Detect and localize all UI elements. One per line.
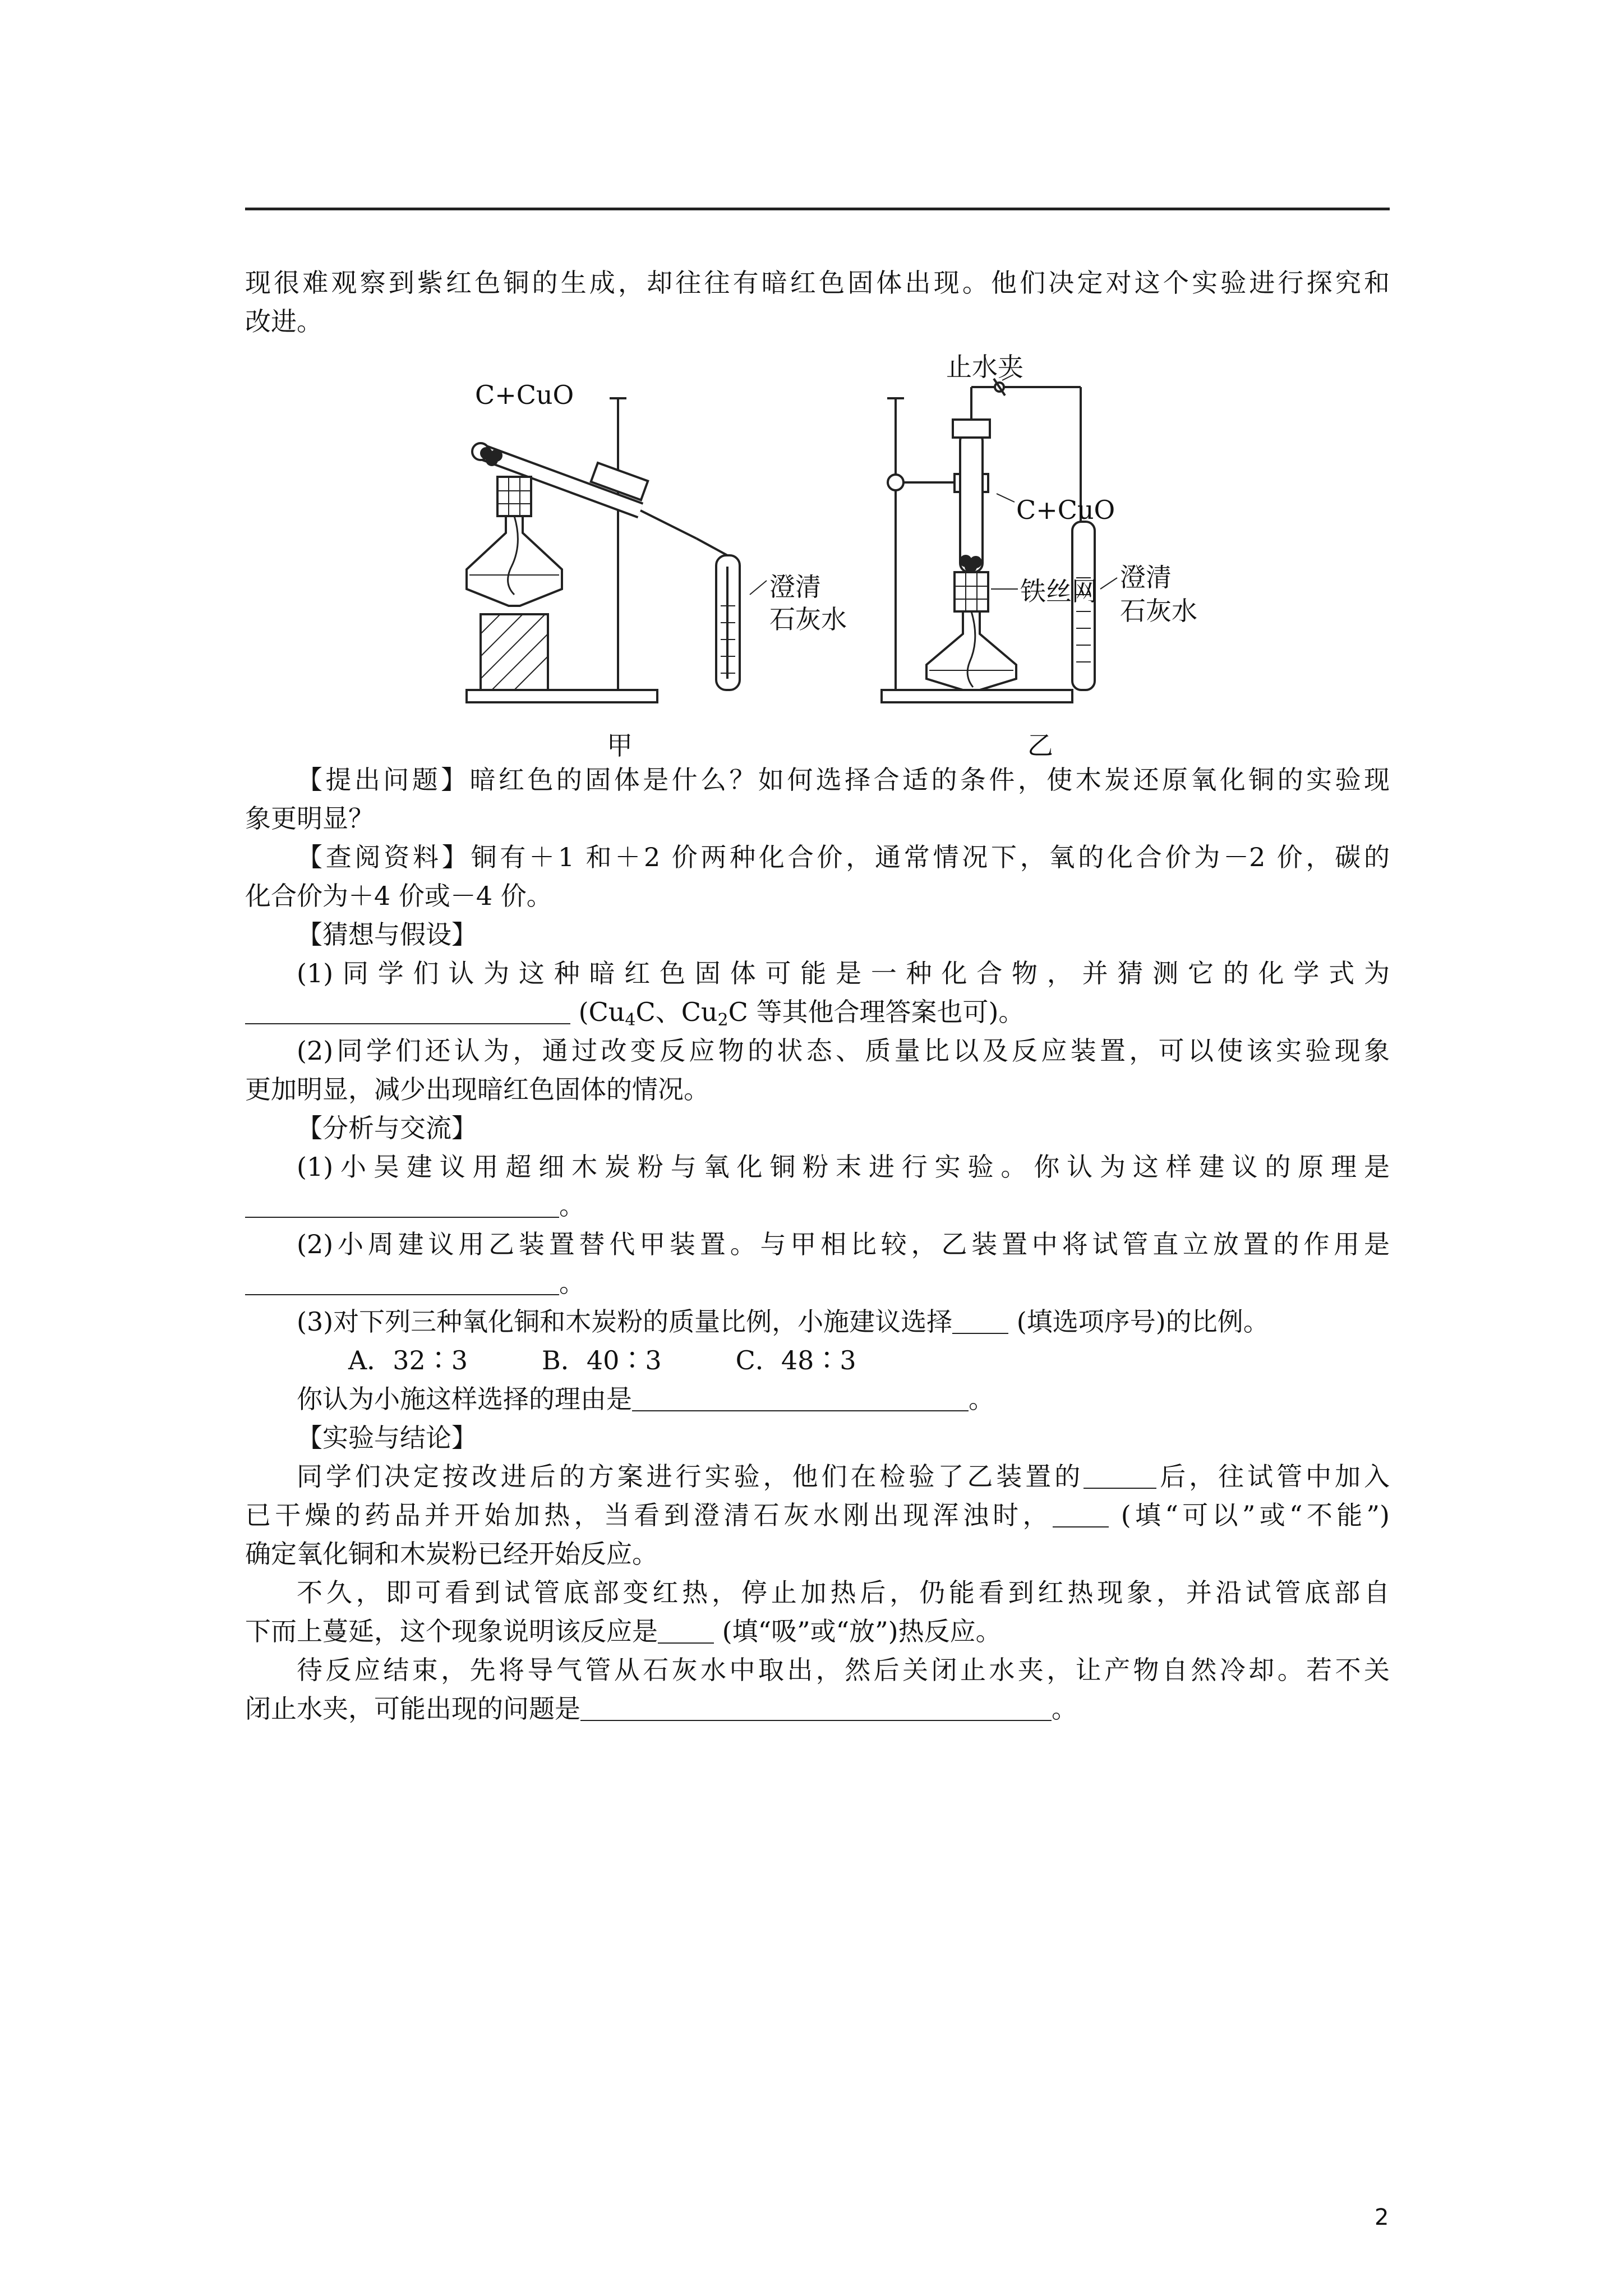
reference-para: 【查阅资料】铜有＋1 和＋2 价两种化合价，通常情况下，氧的化合价为－2 价，碳的	[297, 842, 1390, 872]
answer-blank-problem[interactable]	[580, 1691, 1052, 1721]
hypothesis-item-1: (1)同学们认为这种暗红色固体可能是一种化合物，并猜测它的化学式为	[297, 958, 1390, 988]
intro-line-1: 现很难观察到紫红色铜的生成，却往往有暗红色固体出现。他们决定对这个实验进行探究和	[245, 268, 1390, 298]
answer-blank-ratio-choice[interactable]	[952, 1304, 1008, 1334]
jia-wire-gauze	[497, 477, 531, 516]
analysis-item-2-cont: 。	[245, 1264, 1390, 1303]
apparatus-figure	[245, 352, 1390, 761]
apparatus-drawing	[245, 353, 1390, 757]
option-a: A．32∶3	[348, 1345, 468, 1375]
analysis-item-1-cont: 。	[245, 1186, 1390, 1225]
jia-base	[467, 690, 657, 702]
question-para: 【提出问题】暗红色的固体是什么？如何选择合适的条件，使木炭还原氧化铜的实验现	[297, 765, 1390, 795]
answer-blank-formula[interactable]	[245, 994, 570, 1024]
yi-limewater-label-1: 澄清	[1120, 562, 1172, 592]
yi-limewater-label-2: 石灰水	[1120, 596, 1197, 626]
analysis-heading: 【分析与交流】	[297, 1113, 477, 1143]
answer-blank-check[interactable]	[1083, 1458, 1156, 1489]
page-number: 2	[1375, 2205, 1389, 2230]
yi-base	[882, 690, 1072, 702]
analysis-reason: 你认为小施这样选择的理由是 。	[245, 1380, 1390, 1419]
yi-clamp-label: 止水夹	[946, 352, 1023, 382]
jia-reactant-label: C+CuO	[475, 380, 574, 410]
option-b: B．40∶3	[542, 1345, 662, 1375]
experiment-heading: 【实验与结论】	[297, 1423, 477, 1453]
question-para-cont: 象更明显？	[245, 803, 374, 834]
reference-para-cont: 化合价为＋4 价或－4 价。	[245, 881, 552, 911]
yi-wire-gauze	[955, 572, 988, 611]
experiment-para-1-end: 确定氧化铜和木炭粉已经开始反应。	[245, 1539, 658, 1569]
analysis-options	[245, 1341, 1390, 1380]
jia-caption: 甲	[607, 730, 633, 761]
experiment-para-1-cont: 已干燥的药品并开始加热，当看到澄清石灰水刚出现浑浊时， (填“可以”或“不能”)	[245, 1496, 1390, 1535]
experiment-para-2: 不久，即可看到试管底部变红热，停止加热后，仍能看到红热现象，并沿试管底部自	[297, 1577, 1390, 1608]
answer-blank-reason[interactable]	[632, 1381, 969, 1411]
analysis-item-1: (1)小吴建议用超细木炭粉与氧化铜粉末进行实验。你认为这样建议的原理是	[297, 1152, 1390, 1182]
yi-caption: 乙	[1027, 730, 1053, 761]
hypothesis-item-2-cont: 更加明显，减少出现暗红色固体的情况。	[245, 1074, 709, 1105]
question-heading: 【提出问题】	[297, 765, 470, 795]
header-rule	[245, 208, 1390, 210]
hypothesis-heading: 【猜想与假设】	[297, 919, 477, 950]
yi-gauze-label: 铁丝网	[1020, 576, 1098, 606]
hypothesis-item-2: (2)同学们还认为，通过改变反应物的状态、质量比以及反应装置，可以使该实验现象	[297, 1036, 1390, 1066]
hypothesis-item-1-cont: ($Cu_4C$、$Cu_2C$ 等其他合理答案也可)。	[245, 993, 1390, 1032]
yi-test-tube	[960, 432, 983, 572]
jia-wooden-block	[481, 614, 548, 690]
experiment-para-3-cont: 闭止水夹，可能出现的问题是 。	[245, 1690, 1390, 1728]
analysis-item-2: (2)小周建议用乙装置替代甲装置。与甲相比较，乙装置中将试管直立放置的作用是	[297, 1229, 1390, 1259]
experiment-para-2-cont: 下而上蔓延，这个现象说明该反应是 (填“吸”或“放”)热反应。	[245, 1612, 1390, 1651]
answer-blank-principle[interactable]	[245, 1188, 559, 1218]
analysis-item-3: (3)对下列三种氧化铜和木炭粉的质量比例，小施建议选择 (填选项序号)的比例。	[245, 1303, 1390, 1341]
jia-limewater-label-2: 石灰水	[769, 604, 847, 634]
option-c: C．48∶3	[735, 1345, 856, 1375]
yi-alcohol-lamp	[926, 611, 1016, 690]
experiment-para-3: 待反应结束，先将导气管从石灰水中取出，然后关闭止水夹，让产物自然冷却。若不关	[297, 1655, 1390, 1685]
yi-stopper	[953, 420, 990, 438]
jia-limewater-label-1: 澄清	[769, 572, 821, 602]
intro-line-2: 改进。	[245, 306, 322, 337]
experiment-para-1: 同学们决定按改进后的方案进行实验，他们在检验了乙装置的 后，往试管中加入	[245, 1457, 1390, 1496]
yi-reactant-label: C+CuO	[1016, 495, 1115, 525]
document-body	[245, 264, 1390, 1728]
answer-blank-can-cannot[interactable]	[1053, 1497, 1109, 1527]
answer-blank-heat-type[interactable]	[658, 1613, 714, 1644]
reference-heading: 【查阅资料】	[297, 842, 471, 872]
answer-blank-upright-purpose[interactable]	[245, 1265, 559, 1295]
